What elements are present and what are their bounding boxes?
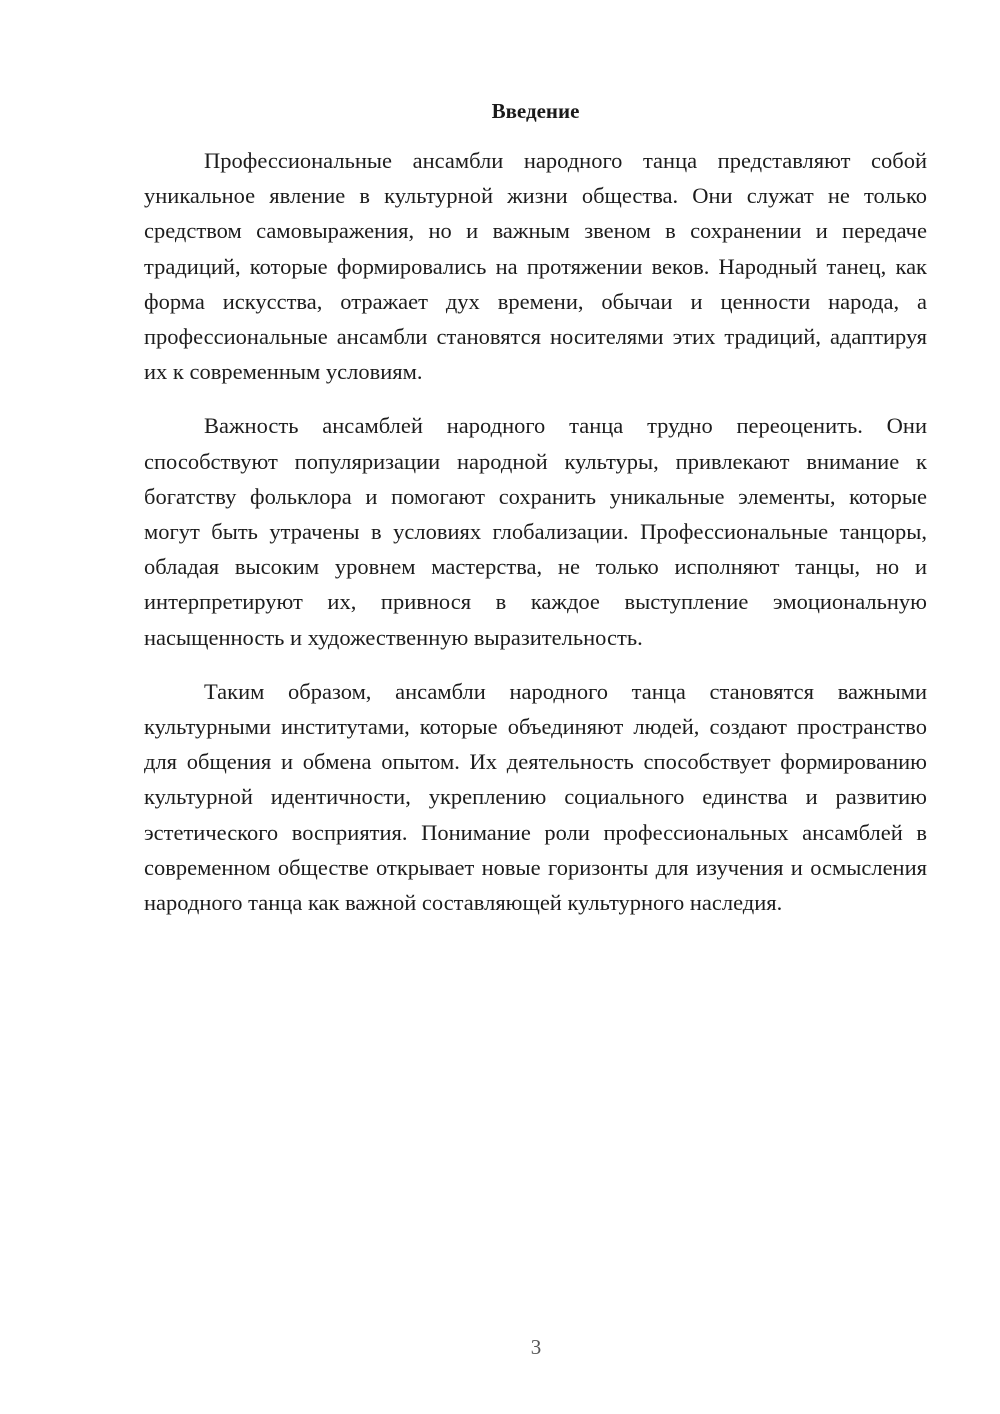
paragraph-2: Важность ансамблей народного танца трудно переоценить. Они способствуют популяризации народной культуры, привлекают внимание к богатству фольклора и помогают сохранить уникальные элементы, которые могут быть утрачены в условиях глобализации. Профессиональные танцоры, обладая высоким уровнем мастерства, не только исполняют танцы, но и интерпретируют их, привнося в каждое выступление эмоциональную насыщенность и художественную выразительность. [144, 413, 927, 650]
paragraph-1: Профессиональные ансамбли народного танца представляют собой уникальное явление в культурной жизни общества. Они служат не только средством самовыражения, но и важным звеном в сохранении и передаче традиций, которые формировались на протяжении веков. Народный танец, как форма искусства, отражает дух времени, обычаи и ценности народа, а профессиональные ансамбли становятся носителями этих традиций, адаптируя их к современным условиям. [144, 148, 927, 385]
paragraph-3: Таким образом, ансамбли народного танца становятся важными культурными институтами, которые объединяют людей, создают пространство для общения и обмена опытом. Их деятельность способствует формированию культурной идентичности, укреплению социального единства и развитию эстетического восприятия. Понимание роли профессиональных ансамблей в современном обществе открывает новые горизонты для изучения и осмысления народного танца как важной составляющей культурного наследия. [144, 678, 927, 916]
page-number: 3 [530, 1335, 542, 1359]
body-text [144, 143, 927, 939]
section-heading: Введение [491, 99, 580, 123]
